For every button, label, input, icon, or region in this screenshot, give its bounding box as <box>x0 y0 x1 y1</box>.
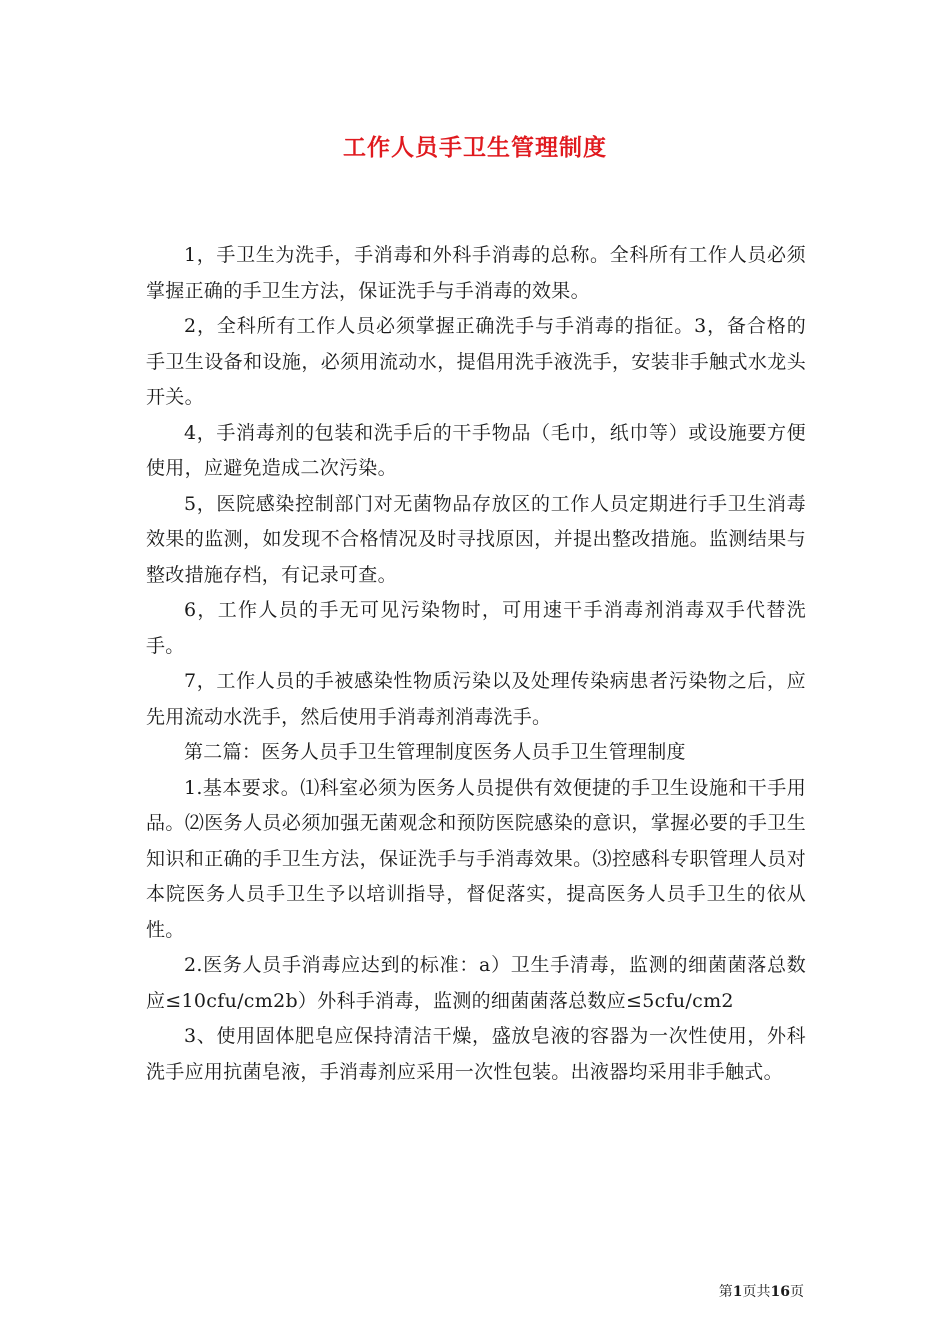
footer-prefix: 第 <box>718 1284 733 1300</box>
paragraph-9: 3、使用固体肥皂应保持清洁干燥，盛放皂液的容器为一次性使用，外科洗手应用抗菌皂液，手消毒剂应采用一次性包装。出液器均采用非手触式。 <box>146 1025 806 1083</box>
paragraph-8: 2.医务人员手消毒应达到的标准：a）卫生手清毒，监测的细菌菌落总数应≤10cfu/cm2b）外科手消毒，监测的细菌菌落总数应≤5cfu/cm2 <box>146 954 806 1012</box>
footer-suffix: 页 <box>790 1284 804 1300</box>
paragraph-1: 1，手卫生为洗手，手消毒和外科手消毒的总称。全科所有工作人员必须掌握正确的手卫生方法，保证洗手与手消毒的效果。 <box>146 244 806 302</box>
paragraph-6: 7，工作人员的手被感染性物质污染以及处理传染病患者污染物之后，应先用流动水洗手，然后使用手消毒剂消毒洗手。 <box>146 670 806 728</box>
paragraph-4: 5，医院感染控制部门对无菌物品存放区的工作人员定期进行手卫生消毒效果的监测，如发现不合格情况及时寻找原因，并提出整改措施。监测结果与整改措施存档，有记录可查。 <box>146 492 806 586</box>
footer-current-page: 1 <box>732 1284 743 1300</box>
page-number-footer <box>719 1282 804 1302</box>
document-body <box>146 238 806 1090</box>
paragraph-7: 1.基本要求。⑴科室必须为医务人员提供有效便捷的手卫生设施和干手用品。⑵医务人员必须加强无菌观念和预防医院感染的意识，掌握必要的手卫生知识和正确的手卫生方法，保证洗手与手消毒效果。⑶控感科专职管理人员对本院医务人员手卫生予以培训指导，督促落实，提高医务人员手卫生的依从性。 <box>146 776 806 941</box>
paragraph-5: 6，工作人员的手无可见污染物时，可用速干手消毒剂消毒双手代替洗手。 <box>146 599 806 657</box>
footer-middle: 页共 <box>742 1284 771 1300</box>
paragraph-3: 4，手消毒剂的包装和洗手后的干手物品（毛巾，纸巾等）或设施要方便使用，应避免造成二次污染。 <box>146 421 806 479</box>
footer-total-pages: 16 <box>770 1284 790 1300</box>
page-title: 工作人员手卫生管理制度 <box>343 134 607 161</box>
section-heading: 第二篇：医务人员手卫生管理制度医务人员手卫生管理制度 <box>184 741 686 763</box>
paragraph-2: 2，全科所有工作人员必须掌握正确洗手与手消毒的指征。3，备合格的手卫生设备和设施，必须用流动水，提倡用洗手液洗手，安装非手触式水龙头开关。 <box>146 315 806 408</box>
